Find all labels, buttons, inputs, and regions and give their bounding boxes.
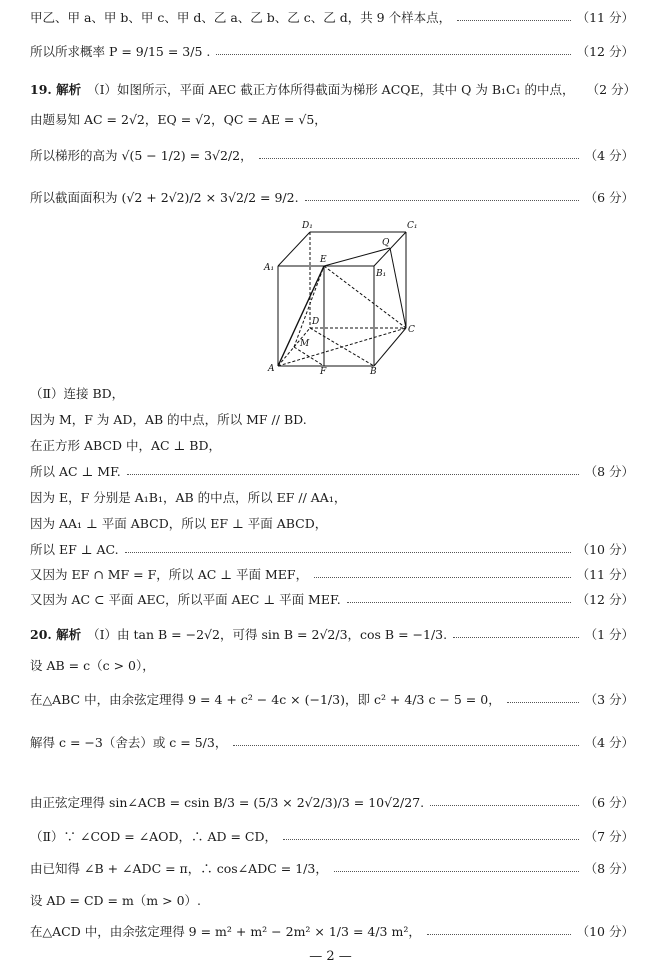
label-a1: A₁ xyxy=(264,263,275,273)
line-24: 在△ACD 中，由余弦定理得 9 = m² + m² − 2m² × 1/3 = 4/3 m²， （10 分） xyxy=(30,924,634,939)
line-5: 所以梯形的高为 √(5 − 1/2) = 3√2/2， （4 分） xyxy=(30,148,634,163)
line-14: 又因为 EF ∩ MF = F，所以 AC ⊥ 平面 MEF， （11 分） xyxy=(30,567,634,582)
line-19-header: 19. 解析 （Ⅰ）如图所示，平面 AEC 截正方体所得截面为梯形 ACQE，其中 Q 为 B₁C₁ 的中点， （2 分） xyxy=(30,82,636,97)
page-number: — 2 — xyxy=(309,949,352,964)
line-11: 因为 E，F 分别是 A₁B₁，AB 的中点，所以 EF // AA₁， xyxy=(30,490,347,505)
line-4: 由题易知 AC = 2√2，EQ = √2，QC = AE = √5， xyxy=(30,112,327,127)
label-b1: B₁ xyxy=(376,269,387,279)
line-18: 在△ABC 中，由余弦定理得 9 = 4 + c² − 4c × (−1/3)，即 c² + 4/3 c − 5 = 0， （3 分） xyxy=(30,692,634,707)
label-c1: C₁ xyxy=(407,221,418,231)
line-9: 在正方形 ABCD 中，AC ⊥ BD， xyxy=(30,438,221,453)
line-6: 所以截面面积为 (√2 + 2√2)/2 × 3√2/2 = 9/2. （6 分） xyxy=(30,190,634,205)
label-a: A xyxy=(268,364,275,374)
line-15: 又因为 AC ⊂ 平面 AEC，所以平面 AEC ⊥ 平面 MEF. （12 分） xyxy=(30,592,634,607)
line-19: 解得 c = −3（舍去）或 c = 5/3， （4 分） xyxy=(30,735,634,750)
line-13: 所以 EF ⊥ AC. （10 分） xyxy=(30,542,634,557)
line-21: （Ⅱ）∵ ∠COD = ∠AOD，∴ AD = CD， （7 分） xyxy=(30,829,634,844)
line-2: 所以所求概率 P = 9/15 = 3/5 . （12 分） xyxy=(30,44,634,59)
label-m: M xyxy=(300,339,310,349)
line-7: （Ⅱ）连接 BD， xyxy=(30,386,125,401)
cube-figure xyxy=(262,216,422,376)
problem-20-label: 20. 解析 xyxy=(30,627,82,642)
line-10: 所以 AC ⊥ MF. （8 分） xyxy=(30,464,634,479)
label-f: F xyxy=(320,367,327,376)
line-1: 甲乙、甲 a、甲 b、甲 c、甲 d、乙 a、乙 b、乙 c、乙 d，共 9 个样本点， （11 分） xyxy=(30,10,634,25)
line-8: 因为 M，F 为 AD，AB 的中点，所以 MF // BD. xyxy=(30,412,307,427)
line-22: 由已知得 ∠B + ∠ADC = π，∴ cos∠ADC = 1/3， （8 分） xyxy=(30,861,634,876)
label-d: D xyxy=(312,317,320,327)
label-d1: D₁ xyxy=(302,221,313,231)
line-20-header: 20. 解析 （Ⅰ）由 tan B = −2√2，可得 sin B = 2√2/3，cos B = −1/3. （1 分） xyxy=(30,627,634,642)
line-23: 设 AD = CD = m（m > 0）. xyxy=(30,893,202,908)
label-b: B xyxy=(370,367,377,376)
line-20: 由正弦定理得 sin∠ACB = csin B/3 = (5/3 × 2√2/3)/3 = 10√2/27. （6 分） xyxy=(30,795,634,810)
label-e: E xyxy=(320,255,327,265)
label-q: Q xyxy=(382,238,390,248)
problem-19-label: 19. 解析 xyxy=(30,82,82,97)
line-17: 设 AB = c（c > 0）， xyxy=(30,658,155,673)
line-12: 因为 AA₁ ⊥ 平面 ABCD，所以 EF ⊥ 平面 ABCD， xyxy=(30,516,328,531)
label-c: C xyxy=(408,325,415,335)
